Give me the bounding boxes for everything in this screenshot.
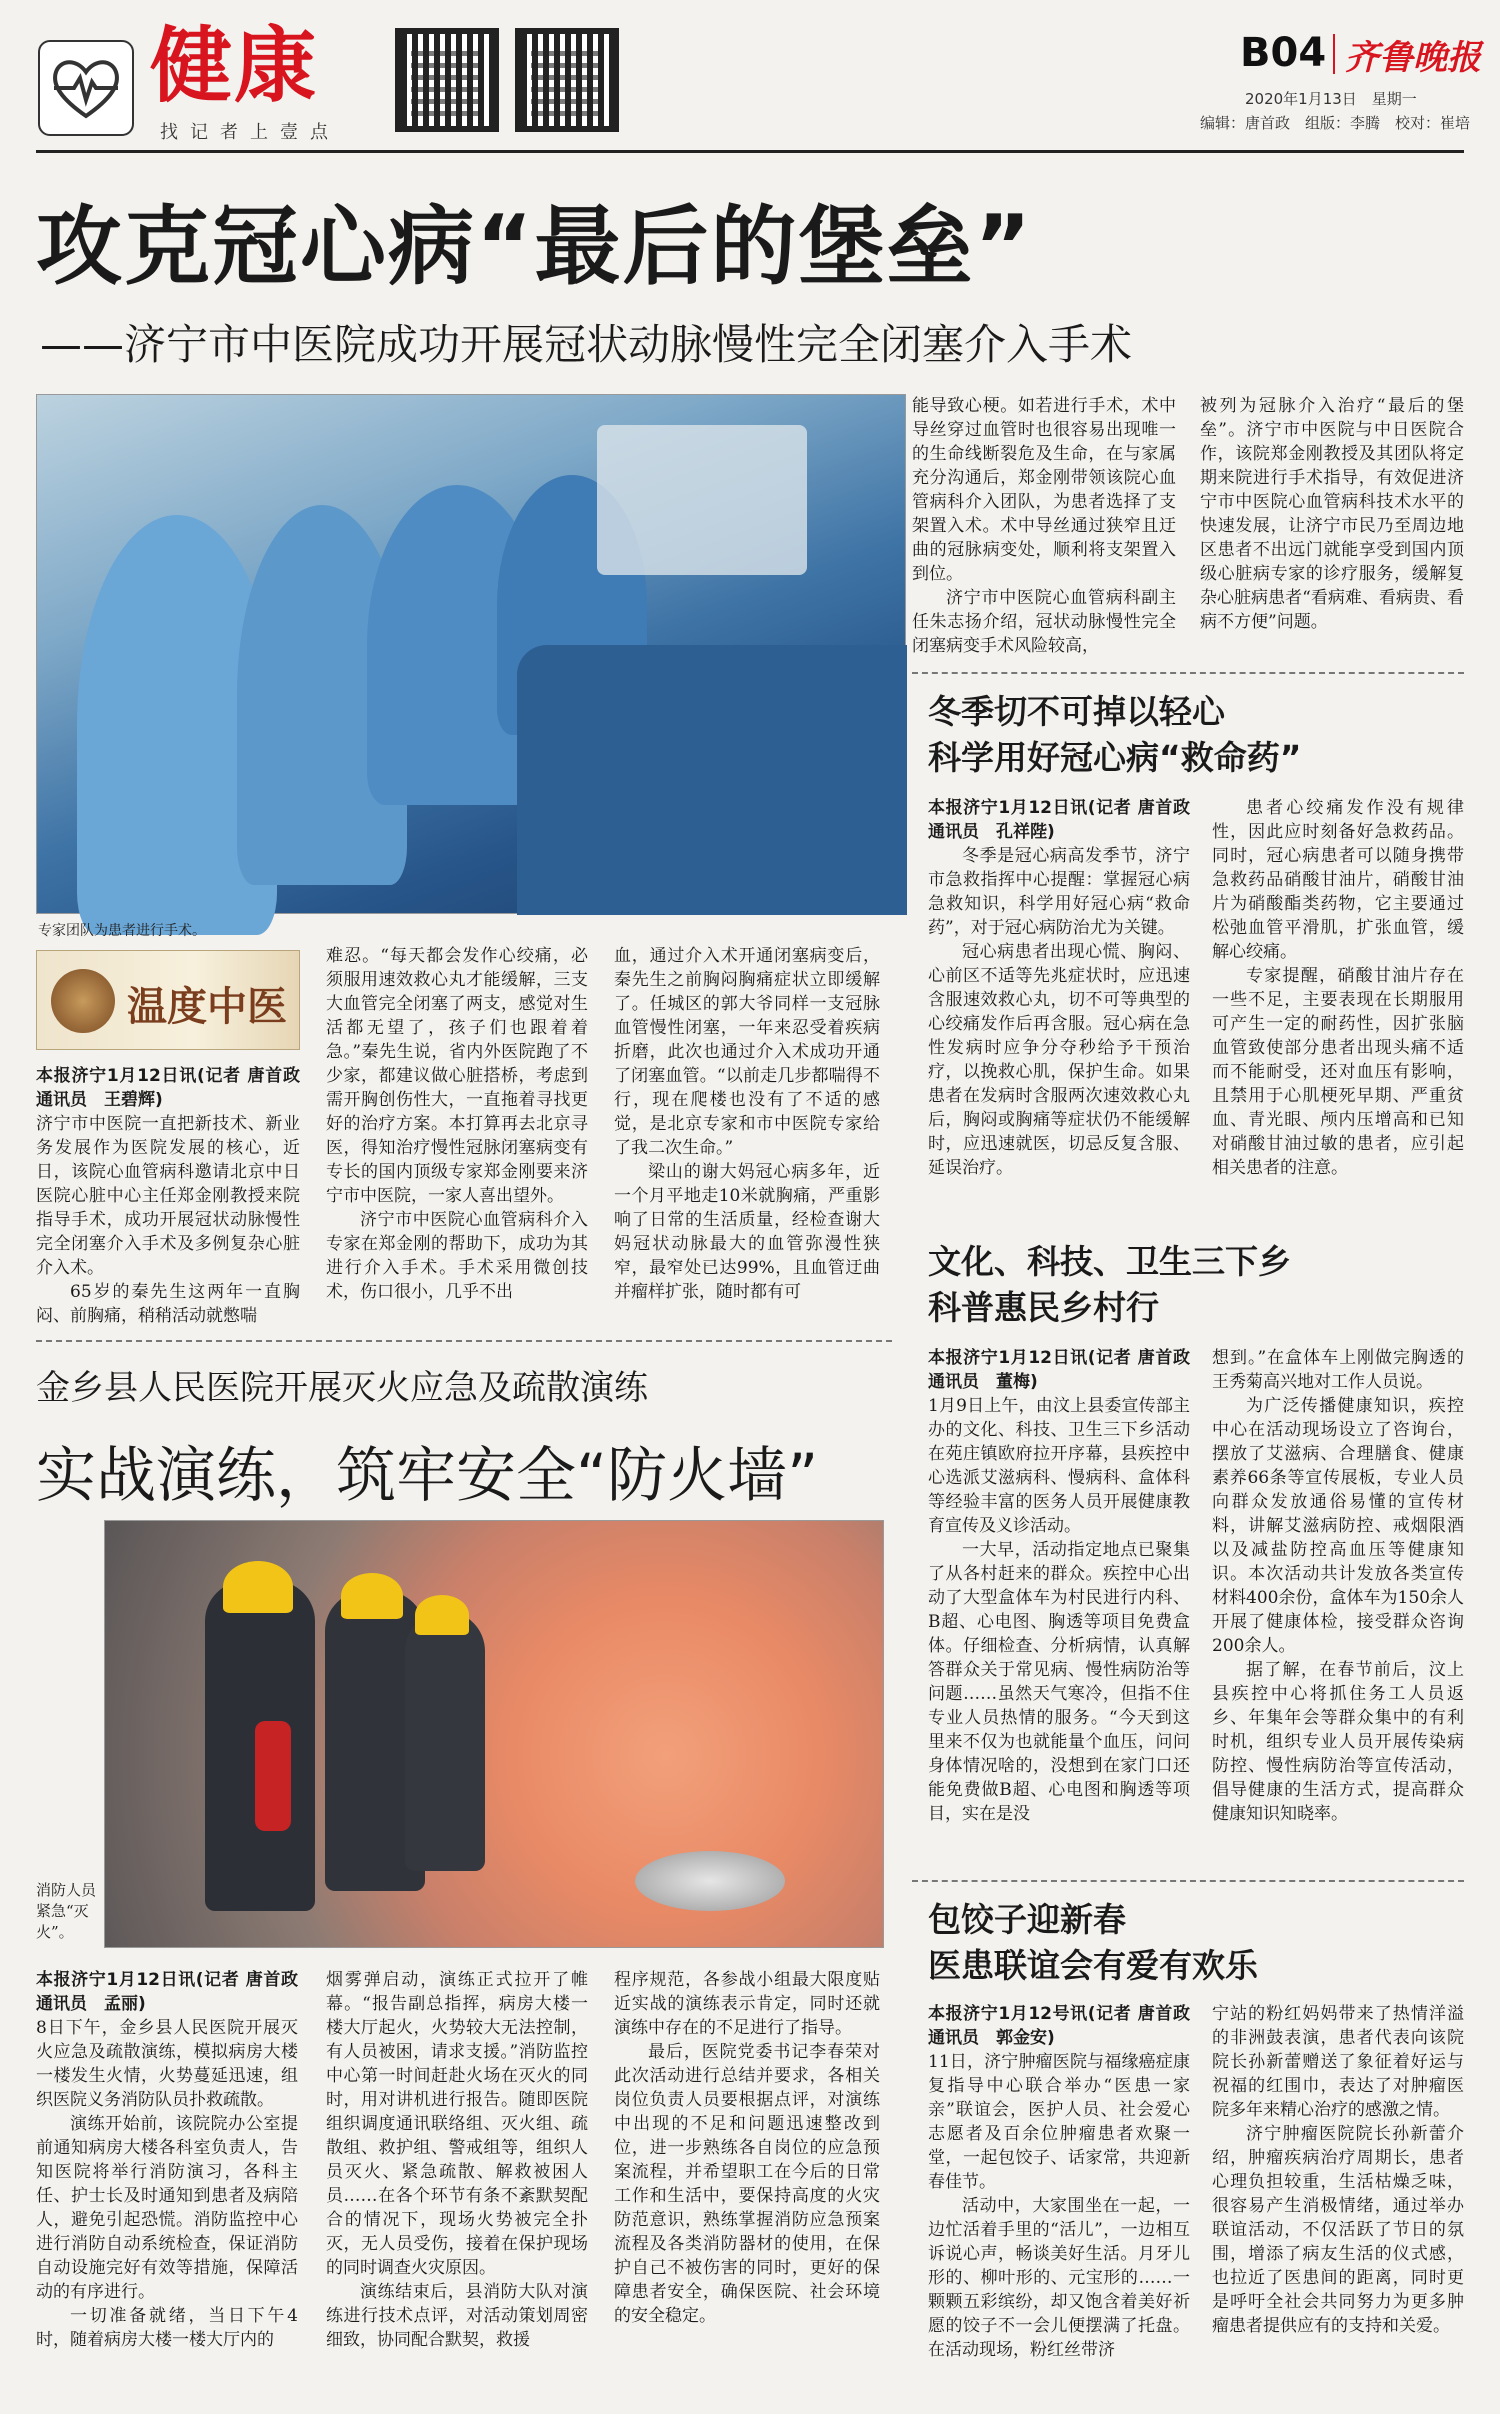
article3-paragraph: 1月9日上午，由汶上县委宣传部主办的文化、科技、卫生三下乡活动在苑庄镇欧府拉开序幕，县疾控中心选派艾滋病科、慢病科、盒体科等经验丰富的医务人员开展健康教育宣传及义诊活动。 [928,1396,1190,1536]
article5-paragraph: 济宁肿瘤医院院长孙新蕾介绍，肿瘤疾病治疗周期长，患者心理负担较重，生活枯燥乏味，很容易产生消极情绪，通过举办联谊活动，不仅活跃了节日的氛围，增添了病友生活的仪式感，也拉近了医患间的距离，同时更是呼吁全社会共同努力为更多肿瘤患者提供应有的支持和关爱。 [1212,2124,1464,2336]
article4-column-1 [36,2016,298,2376]
lead-headline: 攻克冠心病“最后的堡垒” [36,197,1034,297]
article5-paragraph: 宁站的粉红妈妈带来了热情洋溢的非洲鼓表演，患者代表向该院院长孙新蕾赠送了象征着好运与祝福的红围巾，表达了对肿瘤医院多年来精心治疗的感激之情。 [1212,2004,1464,2120]
article5-byline: 本报济宁1月12号讯(记者 唐首政 通讯员 郭金安) [928,2004,1207,2048]
lead-paragraph: 济宁市中医院心血管病科副主任朱志扬介绍，冠状动脉慢性完全闭塞病变手术风险较高， [912,588,1176,656]
header-rule [36,150,1464,153]
article5-title-line2: 医患联谊会有爱有欢乐 [928,1946,1258,1985]
lead-paragraph: 难忍。“每天都会发作心绞痛，必须服用速效救心丸才能缓解，三支大血管完全闭塞了两支，感觉对生活都无望了，孩子们也跟着着急。”秦先生说，省内外医院跑了不少家，都建议做心脏搭桥，考虑到需开胸创伤性大，一直拖着寻找更好的治疗方案。本打算再去北京寻医，得知治疗慢性冠脉闭塞病变有专长的国内顶级专家郑金刚要来济宁市中医院，一家人喜出望外。 [326,946,588,1206]
article2-paragraph: 冠心病患者出现心慌、胸闷、心前区不适等先兆症状时，应迅速含服速效救心丸，切不可等典型的心绞痛发作后再含服。冠心病在急性发病时应争分夺秒给予干预治疗，以挽救心肌，保护生命。如果患者在发病时含服两次速效救心丸后，胸闷或胸痛等症状仍不能缓解时，应迅速就医，切忌反复含服、延误治疗。 [928,942,1190,1178]
article5-title-line1: 包饺子迎新春 [928,1900,1126,1939]
article4-paragraph: 演练开始前，该院院办公室提前通知病房大楼各科室负责人，告知医院将举行消防演习，各科主任、护士长及时通知到患者及病陪人，避免引起恐慌。消防监控中心进行消防自动系统检查，保证消防自动设施完好有效等措施，保障活动的有序进行。 [36,2114,298,2302]
article2-column-2 [1212,796,1464,1228]
article3-byline: 本报济宁1月12日讯(记者 唐首政 通讯员 董梅) [928,1348,1207,1392]
article3-title-line2: 科普惠民乡村行 [928,1288,1159,1327]
lead-paragraph: 济宁市中医院一直把新技术、新业务发展作为医院发展的核心，近日，该院心血管病科邀请北京中日医院心脏中心主任郑金刚教授来院指导手术，成功开展冠状动脉慢性完全闭塞介入手术及多例复杂心脏介入术。 [36,1114,300,1278]
article5-column-1 [928,2050,1190,2376]
lead-subheadline: ——济宁市中医院成功开展冠状动脉慢性完全闭塞介入手术 [40,320,1133,369]
article4-paragraph: 程序规范，各参战小组最大限度贴近实战的演练表示肯定，同时还就演练中存在的不足进行了指导。 [614,1970,880,2038]
article3-column-1 [928,1394,1190,1912]
section-slogan: 找记者上壹点 [160,122,340,143]
newspaper-name: 齐鲁晚报 [1345,38,1481,78]
surgery-photo [36,394,906,914]
lead-byline: 本报济宁1月12日讯(记者 唐首政 通讯员 王碧辉) [36,1066,317,1110]
article2-paragraph: 患者心绞痛发作没有规律性，因此应时刻备好急救药品。同时，冠心病患者可以随身携带急救药品硝酸甘油片，硝酸甘油片为硝酸酯类药物，它主要通过松弛血管平滑肌，扩张血管，缓解心绞痛。 [1212,798,1464,962]
lead-paragraph: 65岁的秦先生这两年一直胸闷、前胸痛，稍稍活动就憋喘 [36,1282,300,1326]
lead-column-2 [326,944,588,1318]
article3-paragraph: 据了解，在春节前后，汶上县疾控中心将抓住务工人员返乡、年集年会等群众集中的有利时机，组织专业人员开展传染病防控、慢性病防治等宣传活动，倡导健康的生活方式，提高群众健康知识知晓率。 [1212,1660,1464,1824]
article2-byline: 本报济宁1月12日讯(记者 唐首政 通讯员 孔祥陛) [928,798,1207,842]
lead-column-5 [1200,394,1464,656]
article2-paragraph: 专家提醒，硝酸甘油片存在一些不足，主要表现在长期服用可产生一定的耐药性，因扩张脑血管致使部分患者出现头痛不适而不能耐受，还对血压有影响，且禁用于心肌梗死早期、严重贫血、青光眼、颅内压增高和已知对硝酸甘油过敏的患者，应引起相关患者的注意。 [1212,966,1464,1178]
article4-paragraph: 最后，医院党委书记李春荣对此次活动进行总结并要求，各相关岗位负责人员要根据点评，对演练中出现的不足和问题迅速整改到位，进一步熟练各自岗位的应急预案流程，并希望职工在今后的日常工作和生活中，要保持高度的火灾防范意识，熟练掌握消防应急预案流程及各类消防器材的使用，在保护自己不被伤害的同时，更好的保障患者安全，确保医院、社会环境的安全稳定。 [614,2042,880,2326]
article4-kicker: 金乡县人民医院开展灭火应急及疏散演练 [36,1368,648,1408]
lead-column-3 [614,944,880,1318]
editor-credits: 编辑：唐首政 组版：李腾 校对：崔培 [1200,114,1471,132]
section-logo [38,40,134,136]
article5-column-2 [1212,2002,1464,2376]
section-divider [912,672,1464,674]
herb-icon [51,969,115,1033]
article4-column-3 [614,1968,880,2376]
article5-paragraph: 11日，济宁肿瘤医院与福缘癌症康复指导中心联合举办“医患一家亲”联谊会，医护人员、社会爱心志愿者及百余位肿瘤患者欢聚一堂，一起包饺子、话家常，共迎新春佳节。 [928,2052,1190,2192]
article3-paragraph: 为广泛传播健康知识，疾控中心在活动现场设立了咨询台，摆放了艾滋病、合理膳食、健康素养66条等宣传展板，专业人员向群众发放通俗易懂的宣传材料，讲解艾滋病防控、戒烟限酒以及减盐防控高血压等健康知识。本次活动共计发放各类宣传材料400余份，盒体车为150余人开展了健康体检，接受群众咨询200余人。 [1212,1396,1464,1656]
article2-paragraph: 冬季是冠心病高发季节，济宁市急救指挥中心提醒：掌握冠心病急救知识，科学用好冠心病“救命药”，对于冠心病防治尤为关键。 [928,846,1190,938]
lead-paragraph: 济宁市中医院心血管病科介入专家在郑金刚的帮助下，成功为其进行介入手术。手术采用微创技术，伤口很小，几乎不出 [326,1210,588,1302]
heart-monitor-icon [40,42,132,134]
article3-paragraph: 想到。”在盒体车上刚做完胸透的王秀菊高兴地对工作人员说。 [1212,1348,1464,1392]
article4-headline: 实战演练，筑牢安全“防火墙” [36,1441,819,1511]
article4-paragraph: 烟雾弹启动，演练正式拉开了帷幕。“报告副总指挥，病房大楼一楼大厅起火，火势较大无法控制，有人员被困，请求支援。”消防监控中心第一时间赶赴火场在灭火的同时，用对讲机进行报告。随即医院组织调度通讯联络组、灭火组、疏散组、救护组、警戒组等，组织人员灭火、紧急疏散、解救被困人员……在各个环节有条不紊默契配合的情况下，现场火势被完全扑灭，无人员受伤，接着在保护现场的同时调查火灾原因。 [326,1970,588,2278]
article4-column-2 [326,1968,588,2376]
lead-column-1 [36,1112,300,1326]
advertisement-text: 温度中医 [127,983,287,1030]
article2-column-1 [928,844,1190,1228]
article4-byline: 本报济宁1月12日讯(记者 唐首政 通讯员 孟丽) [36,1970,315,2014]
article2-title-line1: 冬季切不可掉以轻心 [928,692,1225,731]
issue-date: 2020年1月13日 星期一 [1245,90,1417,108]
article3-title-line1: 文化、科技、卫生三下乡 [928,1242,1291,1281]
article4-paragraph: 一切准备就绪，当日下午4时，随着病房大楼一楼大厅内的 [36,2306,298,2350]
article3-column-2 [1212,1346,1464,1912]
article4-paragraph: 8日下午，金乡县人民医院开展灭火应急及疏散演练，模拟病房大楼一楼发生火情，火势蔓延迅速，组织医院义务消防队员扑救疏散。 [36,2018,298,2110]
article2-title-line2: 科学用好冠心病“救命药” [928,738,1302,777]
section-divider [36,1340,892,1342]
article3-paragraph: 一大早，活动指定地点已聚集了从各村赶来的群众。疾控中心出动了大型盒体车为村民进行内科、B超、心电图、胸透等项目免费盒体。仔细检查、分析病情，认真解答群众关于常见病、慢性病防治等问题……虽然天气寒冷，但指不住专业人员热情的服务。“今天到这里来不仅为也就能量个血压，问问身体情况啥的，没想到在家门口还能免费做B超、心电图和胸透等项目，实在是没 [928,1540,1190,1824]
lead-paragraph: 梁山的谢大妈冠心病多年，近一个月平地走10米就胸痛，严重影响了日常的生活质量，经检查谢大妈冠状动脉最大的血管弥漫性狭窄，最窄处已达99%，且血管迂曲并瘤样扩张，随时都有可 [614,1162,880,1302]
fire-drill-photo-caption: 消防人员紧急“灭火”。 [36,1881,97,1941]
lead-paragraph: 血，通过介入术开通闭塞病变后，秦先生之前胸闷胸痛症状立即缓解了。任城区的郭大爷同样一支冠脉血管慢性闭塞，一年来忍受着疾病折磨，此次也通过介入术成功开通了闭塞血管。“以前走几步都喘得不行，现在爬楼也没有了不适的感觉，是北京专家和市中医院专家给了我二次生命。” [614,946,880,1158]
lead-paragraph: 被列为冠脉介入治疗“最后的堡垒”。济宁市中医院与中日医院合作，该院郑金刚教授及其团队将定期来院进行手术指导，有效促进济宁市中医院心血管病科技术水平的快速发展，让济宁市民乃至周边地区患者不出远门就能享受到国内顶级心脏病专家的诊疗服务，缓解复杂心脏病患者“看病难、看病贵、看病不方便”问题。 [1200,396,1464,632]
section-divider [912,1880,1464,1882]
article4-paragraph: 演练结束后，县消防大队对演练进行技术点评，对活动策划周密细致，协同配合默契，救援 [326,2282,588,2350]
header-divider [1333,34,1335,74]
qr-code-icon [515,28,619,132]
surgery-photo-caption: 专家团队为患者进行手术。 [38,923,206,939]
section-title: 健康 [150,19,319,114]
lead-column-4 [912,394,1176,656]
article5-paragraph: 活动中，大家围坐在一起，一边忙活着手里的“活儿”，一边相互诉说心声，畅谈美好生活。月牙儿形的、柳叶形的、元宝形的……一颗颗五彩缤纷，却又饱含着美好祈愿的饺子不一会儿便摆满了托盘。在活动现场，粉红丝带济 [928,2196,1190,2360]
page-number: B04 [1240,30,1327,76]
qr-code-icon [395,28,499,132]
fire-drill-photo [104,1520,884,1948]
lead-paragraph: 能导致心梗。如若进行手术，术中导丝穿过血管时也很容易出现唯一的生命线断裂危及生命，在与家属充分沟通后，郑金刚带领该院心血管病科介入团队，为患者选择了支架置入术。术中导丝通过狭窄且迂曲的冠脉病变处，顺利将支架置入到位。 [912,396,1176,584]
advertisement-banner [36,950,300,1050]
